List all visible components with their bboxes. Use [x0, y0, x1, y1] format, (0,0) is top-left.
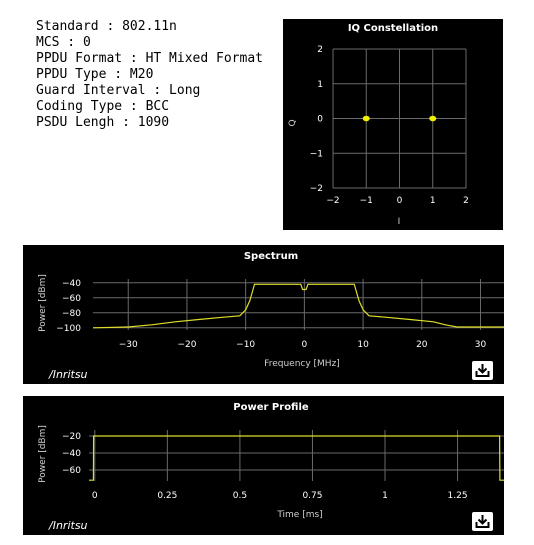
power-profile-y-axis-label: Power [dBm]: [38, 425, 48, 483]
param-ppdu-type: PPDU Type : M20: [36, 67, 154, 82]
iq-y-tick-label: 1: [317, 79, 323, 90]
spec-x-tick-label: −30: [118, 340, 138, 350]
iq-x-tick-label: −2: [326, 196, 340, 206]
spectrum-x-axis-label: Frequency [MHz]: [264, 359, 340, 369]
spec-x-tick-label: 0: [301, 340, 308, 350]
iq-chart-title: IQ Constellation: [347, 23, 439, 34]
pwr-x-tick-label: 0.5: [232, 491, 248, 501]
spec-y-tick-label: −80: [62, 308, 81, 319]
param-mcs: MCS : 0: [36, 35, 91, 50]
pwr-y-tick-label: −60: [62, 465, 81, 476]
power-profile-x-axis-label: Time [ms]: [277, 510, 323, 520]
anritsu-logo: /Inritsu: [49, 368, 88, 381]
iq-x-axis-label: I: [397, 217, 401, 227]
pwr-x-tick-label: 1: [382, 491, 388, 501]
power-profile-trace: [89, 436, 504, 480]
pwr-x-tick-label: 0.75: [302, 491, 323, 501]
iq-x-tick-label: −1: [359, 196, 373, 206]
iq-constellation-chart: [283, 19, 503, 230]
spectrum-download-button[interactable]: [472, 361, 493, 380]
param-guard-interval: Guard Interval : Long: [36, 83, 201, 98]
iq-y-tick-label: 2: [317, 45, 323, 55]
spectrum-trace: [93, 284, 504, 328]
anritsu-logo: /Inritsu: [49, 519, 88, 532]
pwr-x-tick-label: 0: [91, 491, 98, 501]
param-ppdu-format: PPDU Format : HT Mixed Format: [36, 51, 263, 66]
spec-x-tick-label: −20: [177, 340, 197, 350]
spec-x-tick-label: 20: [416, 340, 428, 350]
pwr-x-tick-label: 1.25: [447, 491, 468, 501]
pwr-y-tick-label: −20: [62, 431, 81, 442]
constellation-point: [429, 116, 436, 122]
power-profile-title: Power Profile: [233, 402, 309, 413]
spec-x-tick-label: 30: [474, 340, 487, 350]
param-psdu-length: PSDU Lengh : 1090: [36, 115, 170, 130]
iq-constellation-panel: [283, 19, 503, 230]
spec-y-tick-label: −40: [62, 278, 81, 289]
param-standard: Standard : 802.11n: [36, 19, 177, 34]
spec-y-tick-label: −100: [56, 323, 81, 334]
spectrum-chart: [23, 245, 504, 384]
spectrum-panel: [23, 245, 504, 384]
pwr-x-tick-label: 0.25: [157, 491, 178, 501]
iq-y-axis-label: Q: [288, 119, 298, 127]
param-coding-type: Coding Type : BCC: [36, 99, 170, 114]
power-profile-panel: [23, 396, 504, 535]
iq-x-tick-label: 2: [463, 196, 469, 206]
spec-y-tick-label: −60: [62, 293, 81, 304]
spec-x-tick-label: −10: [236, 340, 256, 350]
spectrum-title: Spectrum: [243, 251, 299, 262]
iq-x-tick-label: 0: [396, 196, 403, 206]
spec-x-tick-label: 10: [357, 340, 369, 350]
iq-y-tick-label: −1: [309, 149, 323, 160]
pwr-y-tick-label: −40: [62, 448, 81, 459]
signal-parameters: [36, 19, 276, 131]
iq-y-tick-label: −2: [309, 184, 323, 194]
spectrum-y-axis-label: Power [dBm]: [38, 274, 48, 332]
constellation-point: [363, 116, 370, 122]
iq-y-tick-label: 0: [317, 114, 323, 125]
power-profile-download-button[interactable]: [472, 512, 493, 531]
iq-x-tick-label: 1: [429, 196, 436, 206]
power-profile-chart: [23, 396, 504, 535]
